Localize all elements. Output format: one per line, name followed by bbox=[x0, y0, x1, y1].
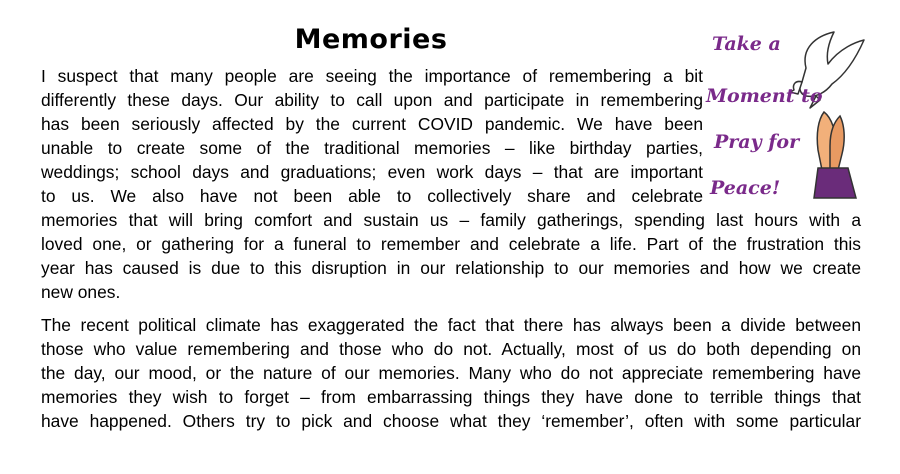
text-line: year has caused is due to this disruption in our relationship to our memories and how we create bbox=[41, 258, 861, 278]
text-line: unable to create some of the traditional memories – like birthday parties, bbox=[41, 138, 703, 158]
graphic-word: Moment to bbox=[706, 85, 823, 107]
text-line: I suspect that many people are seeing the importance of remembering a bit bbox=[41, 66, 703, 86]
praying-hands-icon bbox=[814, 112, 856, 198]
text-line: memories that will bring comfort and sustain us – family gatherings, spending last hours with a bbox=[41, 210, 861, 230]
text-line: new ones. bbox=[41, 282, 121, 302]
graphic-word: Take a bbox=[712, 33, 781, 55]
text-line: differently these days. Our ability to call upon and participate in remembering bbox=[41, 90, 703, 110]
graphic-word: Pray for bbox=[714, 131, 800, 153]
text-line: memories they wish to forget – from embarrassing things they have done to terrible things that bbox=[41, 387, 861, 407]
text-line: have happened. Others try to pick and choose what they ‘remember’, often with some particular bbox=[41, 411, 861, 431]
text-line: to us. We also have not been able to collectively share and celebrate bbox=[41, 186, 703, 206]
text-line: has been seriously affected by the current COVID pandemic. We have been bbox=[41, 114, 703, 134]
pray-for-peace-graphic bbox=[706, 28, 866, 202]
page-title: Memories bbox=[294, 24, 448, 55]
text-line: the day, our mood, or the nature of our memories. Many who do not appreciate remembering have bbox=[41, 363, 861, 383]
graphic-word: Peace! bbox=[710, 177, 781, 199]
text-line: The recent political climate has exaggerated the fact that there has always been a divide between bbox=[41, 315, 861, 335]
text-line: weddings; school days and graduations; even work days – that are important bbox=[41, 162, 703, 182]
text-line: loved one, or gathering for a funeral to remember and celebrate a life. Part of the frustration this bbox=[41, 234, 861, 254]
text-line: those who value remembering and those who do not. Actually, most of us do both depending on bbox=[41, 339, 861, 359]
